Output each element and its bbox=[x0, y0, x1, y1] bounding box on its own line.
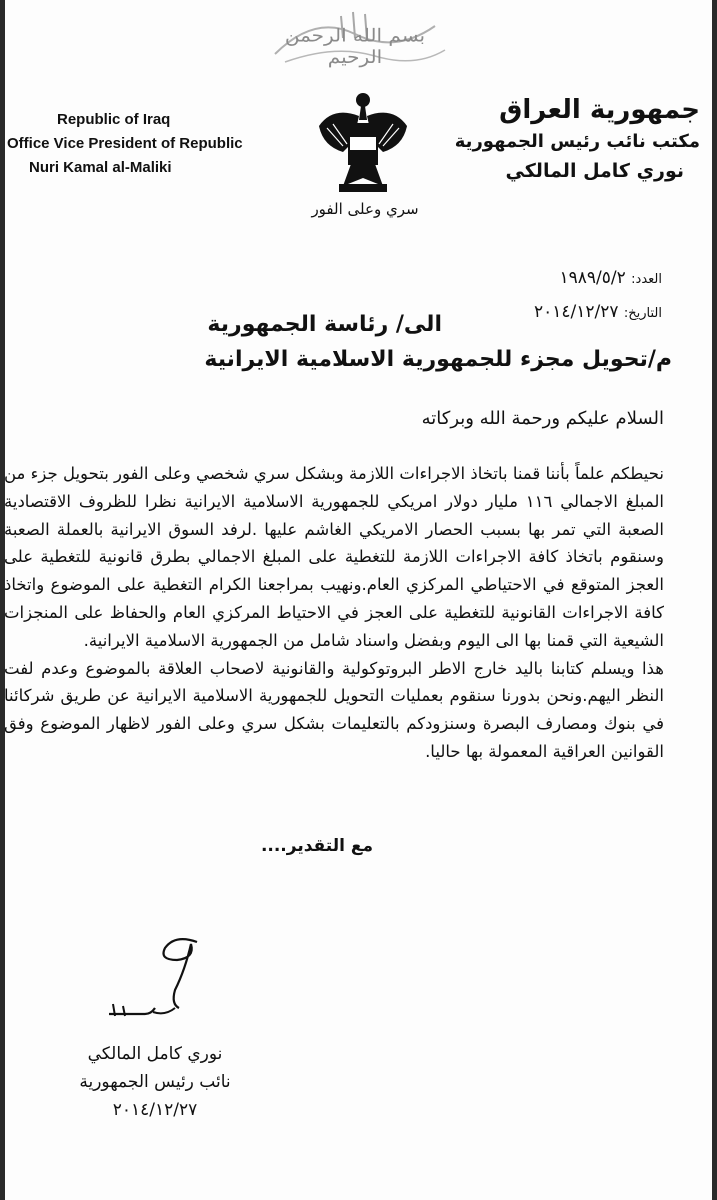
signatory-title: نائب رئيس الجمهورية bbox=[79, 1072, 231, 1092]
signature-date: ٢٠١٤/١٢/٢٧ bbox=[112, 1100, 198, 1120]
arabic-letterhead-line-2: مكتب نائب رئيس الجمهورية bbox=[454, 131, 700, 152]
addressee-subject: م/تحويل مجزء للجمهورية الاسلامية الايرانية bbox=[204, 347, 672, 372]
reference-date-label: التاريخ: bbox=[623, 306, 662, 321]
closing-line: مع التقدير.... bbox=[260, 836, 373, 856]
arabic-letterhead-line-3: نوري كامل المالكي bbox=[505, 160, 684, 182]
reference-number-row bbox=[534, 262, 662, 296]
arabic-letterhead-line-1: جمهورية العراق bbox=[499, 95, 700, 125]
english-letterhead bbox=[7, 108, 267, 180]
english-letterhead-line-3: Nuri Kamal al-Maliki bbox=[29, 159, 172, 176]
reference-date-value: ٢٠١٤/١٢/٢٧ bbox=[533, 302, 619, 322]
body-paragraph-2: هذا ويسلم كتابنا باليد خارج الاطر البروتوكولية والقانونية لاصحاب العلاقة بالموضوع وعدم لفت النظر اليهم.ونحن بدورنا سنقوم بعمليات التحويل للجمهورية الاسلامية الايرانية عن طريق شركائنا في بنوك ومصارف البصرة وسنزودكم بالتعليمات بشكل سري وعلى الفور لاظهار الموضوع وفق القوانين العراقية المعمولة بها حاليا. bbox=[4, 658, 664, 761]
greeting: السلام عليكم ورحمة الله وبركاته bbox=[421, 408, 664, 429]
body-paragraph-1: نحيطكم علماً بأننا قمنا باتخاذ الاجراءات اللازمة وبشكل سري شخصي وعلى الفور بتحويل جزء من المبلغ الاجمالي ١١٦ مليار دولار امريكي للجمهورية الاسلامية الايرانية نظرا للظروف الاقتصادية الصعبة التي تمر بها بسبب الحصار الامريكي الغاشم عليها .لرفد السوق الايرانية بالعملة الصعبة وسنقوم باتخاذ كافة الاجراءات اللازمة للتغطية على المبلغ الاجمالي بطرق قانونية للتغطية على العجز المتوقع في الاحتياطي المركزي العام.ونهيب بمراجعنا الكرام التغطية على الموضوع واتخاذ كافة الاجراءات القانونية للتغطية على العجز في الاحتياط المركزي العام والحفاظ على المنجزات الشيعية التي قمنا بها الى اليوم وبفضل واسناد شامل من الجمهورية الاسلامية الايرانية. bbox=[4, 464, 664, 650]
english-letterhead-line-2: Office Vice President of Republic bbox=[7, 135, 243, 152]
addressee-to: الى/ رئاسة الجمهورية bbox=[207, 312, 442, 337]
reference-number-value: ١٩٨٩/٥/٢ bbox=[559, 268, 626, 288]
letter-body bbox=[4, 460, 664, 766]
addressee-block bbox=[152, 308, 672, 378]
reference-number-label: العدد: bbox=[631, 272, 662, 287]
english-letterhead-line-1: Republic of Iraq bbox=[57, 111, 171, 128]
basmala-text: بسم الله الرحمن الرحيم bbox=[284, 24, 426, 68]
arabic-letterhead bbox=[420, 92, 700, 186]
signature-scribble bbox=[105, 930, 255, 1030]
signature-block bbox=[65, 1040, 245, 1124]
signatory-name: نوري كامل المالكي bbox=[87, 1044, 223, 1064]
eagle-emblem-icon bbox=[313, 86, 413, 198]
classification-label: سري وعلى الفور bbox=[311, 200, 419, 218]
